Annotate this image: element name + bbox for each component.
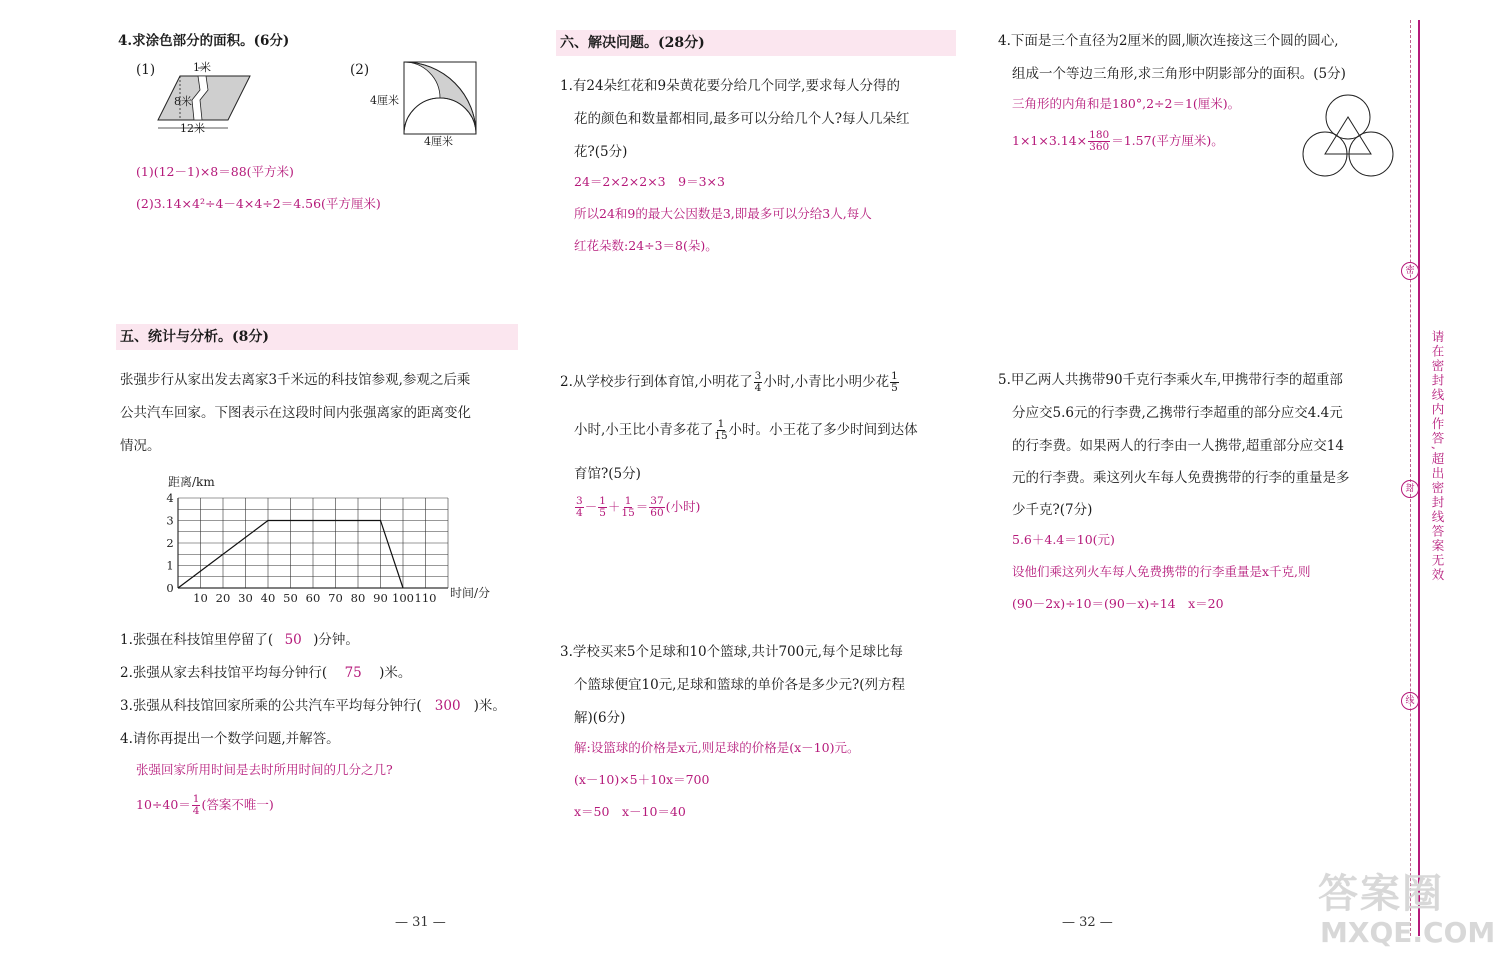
x-tick-label: 100 <box>392 591 414 605</box>
q4-answer-2: (2)3.14×4²÷4－4×4÷2＝4.56(平方厘米) <box>136 196 381 211</box>
y-tick-label: 0 <box>166 581 174 595</box>
r-q5-line-4: 元的行李费。乘这列火车每人免费携带的行李的重量是多 <box>1012 470 1350 486</box>
x-tick-label: 50 <box>283 591 298 605</box>
m-q2-answer: $\frac{3}{4}$ － $\frac{1}{5}$ ＋ $\frac{1}{15}$ ＝ $\frac{37}{60}$ (小时) <box>576 495 701 520</box>
q2-text-a: 2.从学校步行到体育馆,小明花了 <box>560 374 753 390</box>
q2-text-c: 小时,小王比小青多花了 <box>574 422 714 438</box>
answer-fraction <box>192 794 201 817</box>
m-q2-line-2 <box>574 418 918 442</box>
answer-expression: 10÷40＝ <box>136 797 191 813</box>
seal-mark-1: 密 <box>1401 262 1419 280</box>
r-q5-answer-2: 设他们乘这列火车每人免费携带的行李重量是x千克,则 <box>1012 564 1311 579</box>
watermark-logo: 答案圈 <box>1318 871 1444 917</box>
fig1-label: (1) <box>136 62 156 78</box>
seal-instruction: 请在密封线内作答,超出密封线答案无效 <box>1430 330 1445 583</box>
q2-text-b: 小时,小青比小明少花 <box>763 374 890 390</box>
r-q5-answer-3: (90－2x)÷10＝(90－x)÷14 x＝20 <box>1012 596 1224 611</box>
r-q5-answer-1: 5.6＋4.4＝10(元) <box>1012 532 1115 547</box>
answer-note: (答案不唯一) <box>201 797 274 813</box>
m-q1-answer-1: 24＝2×2×2×3 9＝3×3 <box>574 174 725 189</box>
m-q3-answer-3: x＝50 x－10＝40 <box>574 804 686 819</box>
intro-line-2: 公共汽车回家。下图表示在这段时间内张强离家的距离变化 <box>120 405 471 421</box>
m-q3-line-1: 3.学校买来5个足球和10个篮球,共计700元,每个足球比每 <box>560 644 903 660</box>
r-q4-line-1: 4.下面是三个直径为2厘米的圆,顺次连接这三个圆的圆心, <box>998 33 1339 49</box>
sec5-q4-answer-2 <box>136 794 274 817</box>
x-tick-label: 90 <box>373 591 388 605</box>
y-tick-label: 2 <box>166 536 174 550</box>
r-q5-line-5: 少千克?(7分) <box>1012 502 1093 518</box>
m-q3-line-3: 解)(6分) <box>574 710 626 726</box>
sec5-q1-post: )分钟。 <box>313 632 359 648</box>
denominator: 4 <box>192 805 200 818</box>
page-number-right: — 32 — <box>1062 915 1113 930</box>
sec5-q3-pre: 3.张强从科技馆回家所乘的公共汽车平均每分钟行( <box>120 698 422 714</box>
y-tick-label: 1 <box>166 558 174 573</box>
chart-grid <box>178 498 448 588</box>
x-tick-label: 10 <box>193 591 208 605</box>
q4-title: 4.求涂色部分的面积。(6分) <box>118 33 290 49</box>
x-tick-label: 30 <box>238 591 253 605</box>
m-q1-answer-3: 红花朵数:24÷3＝8(朵)。 <box>574 238 718 253</box>
fig1-bottom-label: 12米 <box>180 122 205 135</box>
m-q1-line-3: 花?(5分) <box>574 144 628 160</box>
watermark-url: MXQE.COM <box>1320 916 1496 949</box>
seal-mark-3: 线 <box>1401 692 1419 710</box>
m-q3-answer-2: (x－10)×5＋10x＝700 <box>574 772 710 787</box>
distance-time-chart <box>160 470 510 610</box>
r-q4-answer-2: 1×1×3.14× $\frac{180}{360}$ ＝1.57(平方厘米)。 <box>1012 129 1224 154</box>
m-q1-line-1: 1.有24朵红花和9朵黄花要分给几个同学,要求每人分得的 <box>560 78 900 94</box>
page-number-left: — 31 — <box>395 915 446 930</box>
x-tick-label: 60 <box>305 591 321 605</box>
sec5-q4: 4.请你再提出一个数学问题,并解答。 <box>120 731 340 747</box>
section-6-title: 六、解决问题。(28分) <box>556 30 956 56</box>
x-tick-label: 110 <box>414 591 437 605</box>
x-tick-label: 40 <box>260 591 276 605</box>
sec5-q2 <box>120 661 411 681</box>
fig1-top-label: 1米 <box>193 61 211 74</box>
m-q2-line-3: 育馆?(5分) <box>574 466 641 482</box>
sec5-q1-answer: 50 <box>284 632 302 648</box>
fig2-label: (2) <box>350 62 370 78</box>
m-q1-answer-2: 所以24和9的最大公因数是3,即最多可以分给3人,每人 <box>574 206 872 221</box>
numerator: 1 <box>192 793 200 805</box>
sec5-q2-post: )米。 <box>379 665 412 681</box>
m-q3-line-2: 个篮球便宜10元,足球和篮球的单价各是多少元?(列方程 <box>574 677 905 693</box>
r-q5-line-1: 5.甲乙两人共携带90千克行李乘火车,甲携带行李的超重部 <box>998 372 1343 388</box>
sec5-q1-pre: 1.张强在科技馆里停留了( <box>120 632 274 648</box>
x-tick-label: 80 <box>350 591 366 605</box>
chart-y-axis-label: 距离/km <box>168 475 215 489</box>
sec5-q3-answer: 300 <box>434 698 461 714</box>
r-q5-line-3: 的行李费。如果两人的行李由一人携带,超重部分应交14 <box>1012 438 1344 454</box>
chart-x-axis-label: 时间/分 <box>450 586 491 600</box>
q2-frac-2: $\frac{1}{5}$ <box>891 369 898 394</box>
seal-line <box>1418 20 1420 936</box>
seal-mark-2: 封 <box>1401 480 1419 498</box>
intro-line-3: 情况。 <box>120 438 161 454</box>
q4-answer-1: (1)(12－1)×8＝88(平方米) <box>136 164 294 179</box>
square-arc-figure <box>402 60 478 136</box>
r-q4-line-2: 组成一个等边三角形,求三角形中阴影部分的面积。(5分) <box>1012 66 1346 82</box>
x-tick-label: 70 <box>328 591 343 605</box>
q2-text-d: 小时。小王花了多少时间到达体 <box>728 422 918 438</box>
q2-frac-1: $\frac{3}{4}$ <box>754 369 762 394</box>
three-circles-figure <box>1300 92 1396 180</box>
fig2-side-label: 4厘米 <box>370 94 399 107</box>
m-q3-answer-1: 解:设篮球的价格是x元,则足球的价格是(x－10)元。 <box>574 740 860 755</box>
intro-line-1: 张强步行从家出发去离家3千米远的科技馆参观,参观之后乘 <box>120 372 471 388</box>
sec5-q4-answer-1: 张强回家所用时间是去时所用时间的几分之几? <box>136 762 393 777</box>
sec5-q1 <box>120 628 359 648</box>
x-tick-label: 20 <box>215 591 231 605</box>
seal-dashed-line <box>1410 20 1411 936</box>
sec5-q3 <box>120 694 506 714</box>
fig2-bottom-label: 4厘米 <box>424 135 453 148</box>
fig1-side-label: 8米 <box>174 95 192 108</box>
sec5-q3-post: )米。 <box>473 698 506 714</box>
sec5-q2-pre: 2.张强从家去科技馆平均每分钟行( <box>120 665 328 681</box>
r-q4-answer-1: 三角形的内角和是180°,2÷2＝1(厘米)。 <box>1012 96 1241 111</box>
m-q2-line-1 <box>560 370 900 394</box>
y-tick-label: 4 <box>166 491 174 505</box>
sec5-q2-answer: 75 <box>344 665 362 681</box>
q2-frac-3: $\frac{1}{15}$ <box>714 417 728 442</box>
m-q1-line-2: 花的颜色和数量都相同,最多可以分给几个人?每人几朵红 <box>574 111 910 127</box>
y-tick-label: 3 <box>166 513 174 528</box>
r-q5-line-2: 分应交5.6元的行李费,乙携带行李超重的部分应交4.4元 <box>1012 405 1343 421</box>
section-5-title: 五、统计与分析。(8分) <box>116 324 518 350</box>
